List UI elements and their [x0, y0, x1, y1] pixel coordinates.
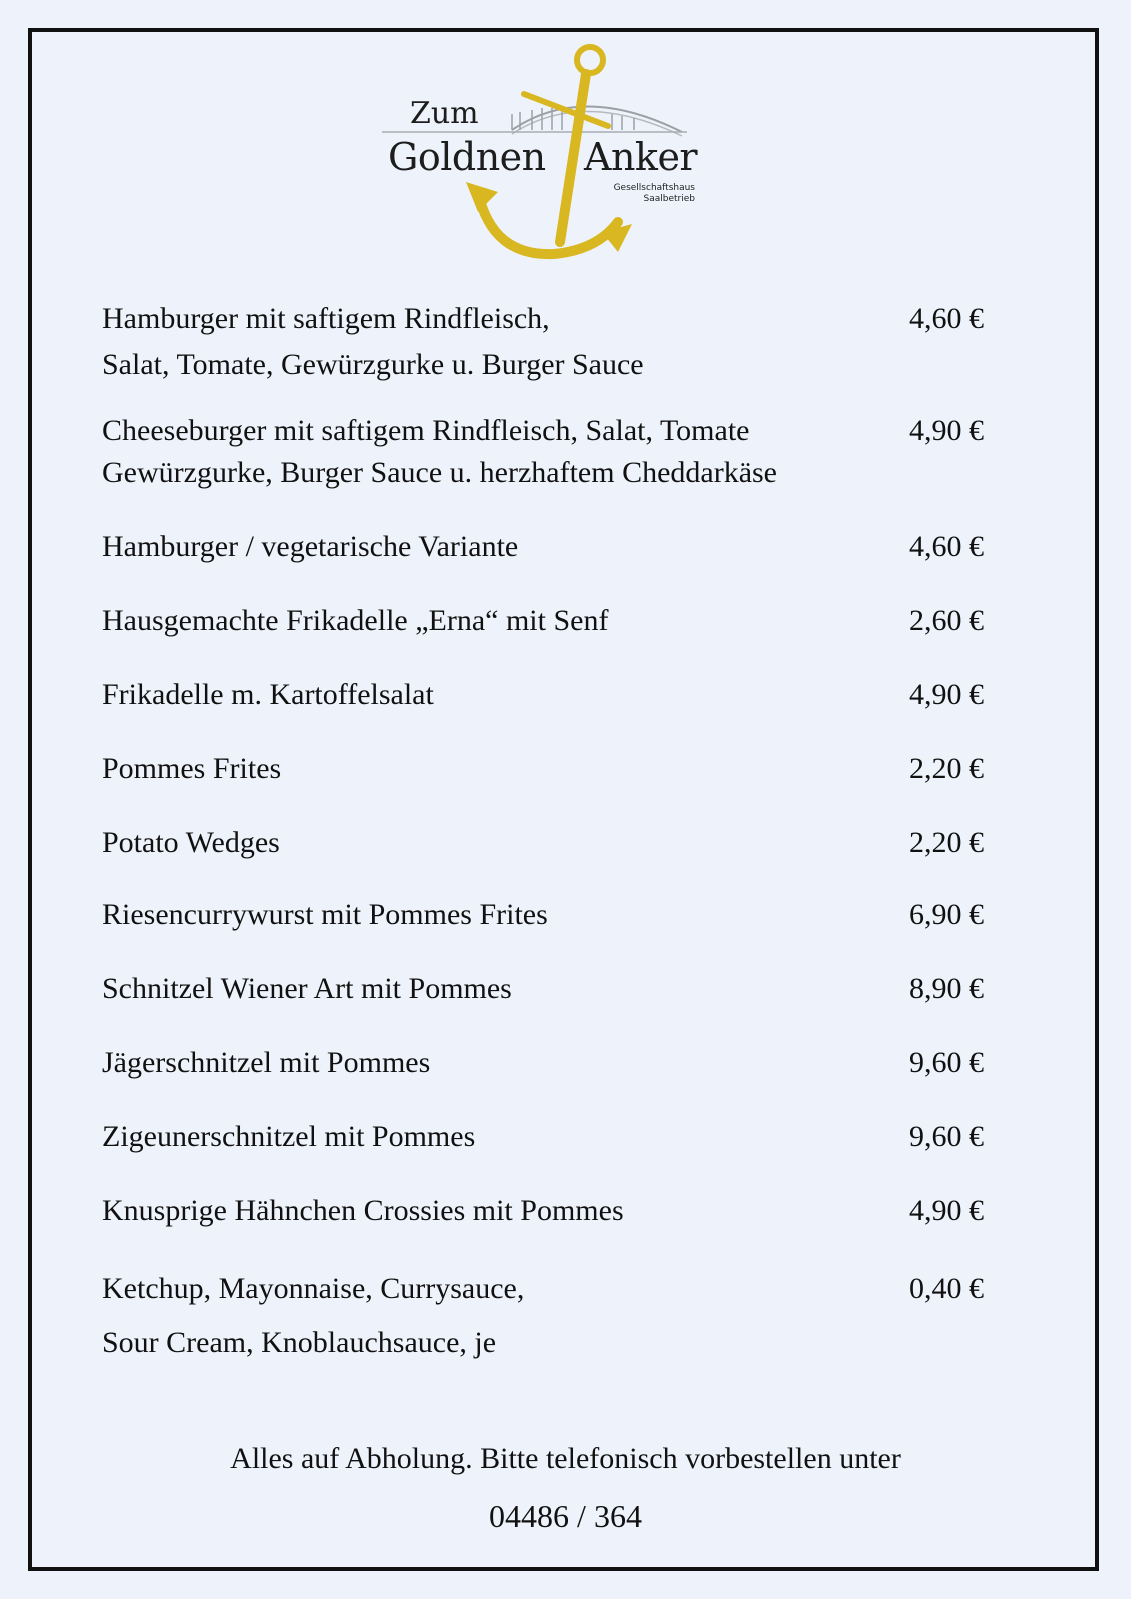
logo-text-zum: Zum	[410, 96, 479, 131]
menu-item-price: 2,60 €	[909, 604, 984, 637]
menu-item	[102, 966, 992, 1012]
menu-item	[102, 820, 992, 866]
menu-item-name: Schnitzel Wiener Art mit Pommes	[102, 972, 512, 1005]
menu-item-name: Jägerschnitzel mit Pommes	[102, 1046, 431, 1079]
footer-note: Alles auf Abholung. Bitte telefonisch vorbestellen unter	[230, 1442, 901, 1475]
menu-item-name: Zigeunerschnitzel mit Pommes	[102, 1120, 476, 1153]
menu-item-name: Frikadelle m. Kartoffelsalat	[102, 678, 434, 711]
menu-item-price: 6,90 €	[909, 898, 984, 931]
menu-item	[102, 672, 992, 718]
menu-item-name: Cheeseburger mit saftigem Rindfleisch, Salat, Tomate Gewürzgurke, Burger Sauce u. herzhaftem Cheddarkäse	[102, 414, 777, 489]
menu-item	[102, 524, 992, 570]
menu-item-price: 8,90 €	[909, 972, 984, 1005]
menu-item	[102, 1114, 992, 1160]
menu-item	[102, 1188, 992, 1234]
menu-item-price: 2,20 €	[909, 752, 984, 785]
logo-text-goldnen: Goldnen	[388, 135, 546, 179]
menu-item-price: 2,20 €	[909, 826, 984, 859]
menu-item-price: 4,90 €	[909, 678, 984, 711]
menu-item	[102, 296, 992, 388]
menu-item	[102, 598, 992, 644]
menu-item	[102, 892, 992, 938]
logo-subtitle	[614, 183, 695, 205]
menu-item-name: Hausgemachte Frikadelle „Erna“ mit Senf	[102, 604, 609, 637]
menu-item	[102, 1262, 992, 1370]
logo-subtitle-line2: Saalbetrieb	[643, 194, 695, 204]
menu-item-name: Potato Wedges	[102, 826, 280, 859]
menu-item-price: 0,40 €	[909, 1272, 984, 1305]
menu-item-price: 4,60 €	[909, 530, 984, 563]
menu-item-price: 4,90 €	[909, 414, 984, 447]
menu-item-price: 4,90 €	[909, 1194, 984, 1227]
footer-phone: 04486 / 364	[489, 1498, 642, 1534]
menu-item	[102, 1040, 992, 1086]
menu-item-price: 9,60 €	[909, 1120, 984, 1153]
menu-item-name: Ketchup, Mayonnaise, Currysauce, Sour Cream, Knoblauchsauce, je	[102, 1272, 525, 1359]
menu-item-name: Hamburger / vegetarische Variante	[102, 530, 519, 563]
menu-item-price: 9,60 €	[909, 1046, 984, 1079]
menu-item-name: Riesencurrywurst mit Pommes Frites	[102, 898, 548, 931]
menu-item-name: Pommes Frites	[102, 752, 282, 785]
logo-text-anker: Anker	[584, 135, 698, 179]
logo-subtitle-line1: Gesellschaftshaus	[613, 183, 695, 193]
menu-item-name: Hamburger mit saftigem Rindfleisch, Salat, Tomate, Gewürzgurke u. Burger Sauce	[102, 302, 644, 381]
menu-item-name: Knusprige Hähnchen Crossies mit Pommes	[102, 1194, 624, 1227]
menu-item	[102, 746, 992, 792]
menu-item-price: 4,60 €	[909, 302, 984, 335]
menu-item	[102, 410, 992, 494]
